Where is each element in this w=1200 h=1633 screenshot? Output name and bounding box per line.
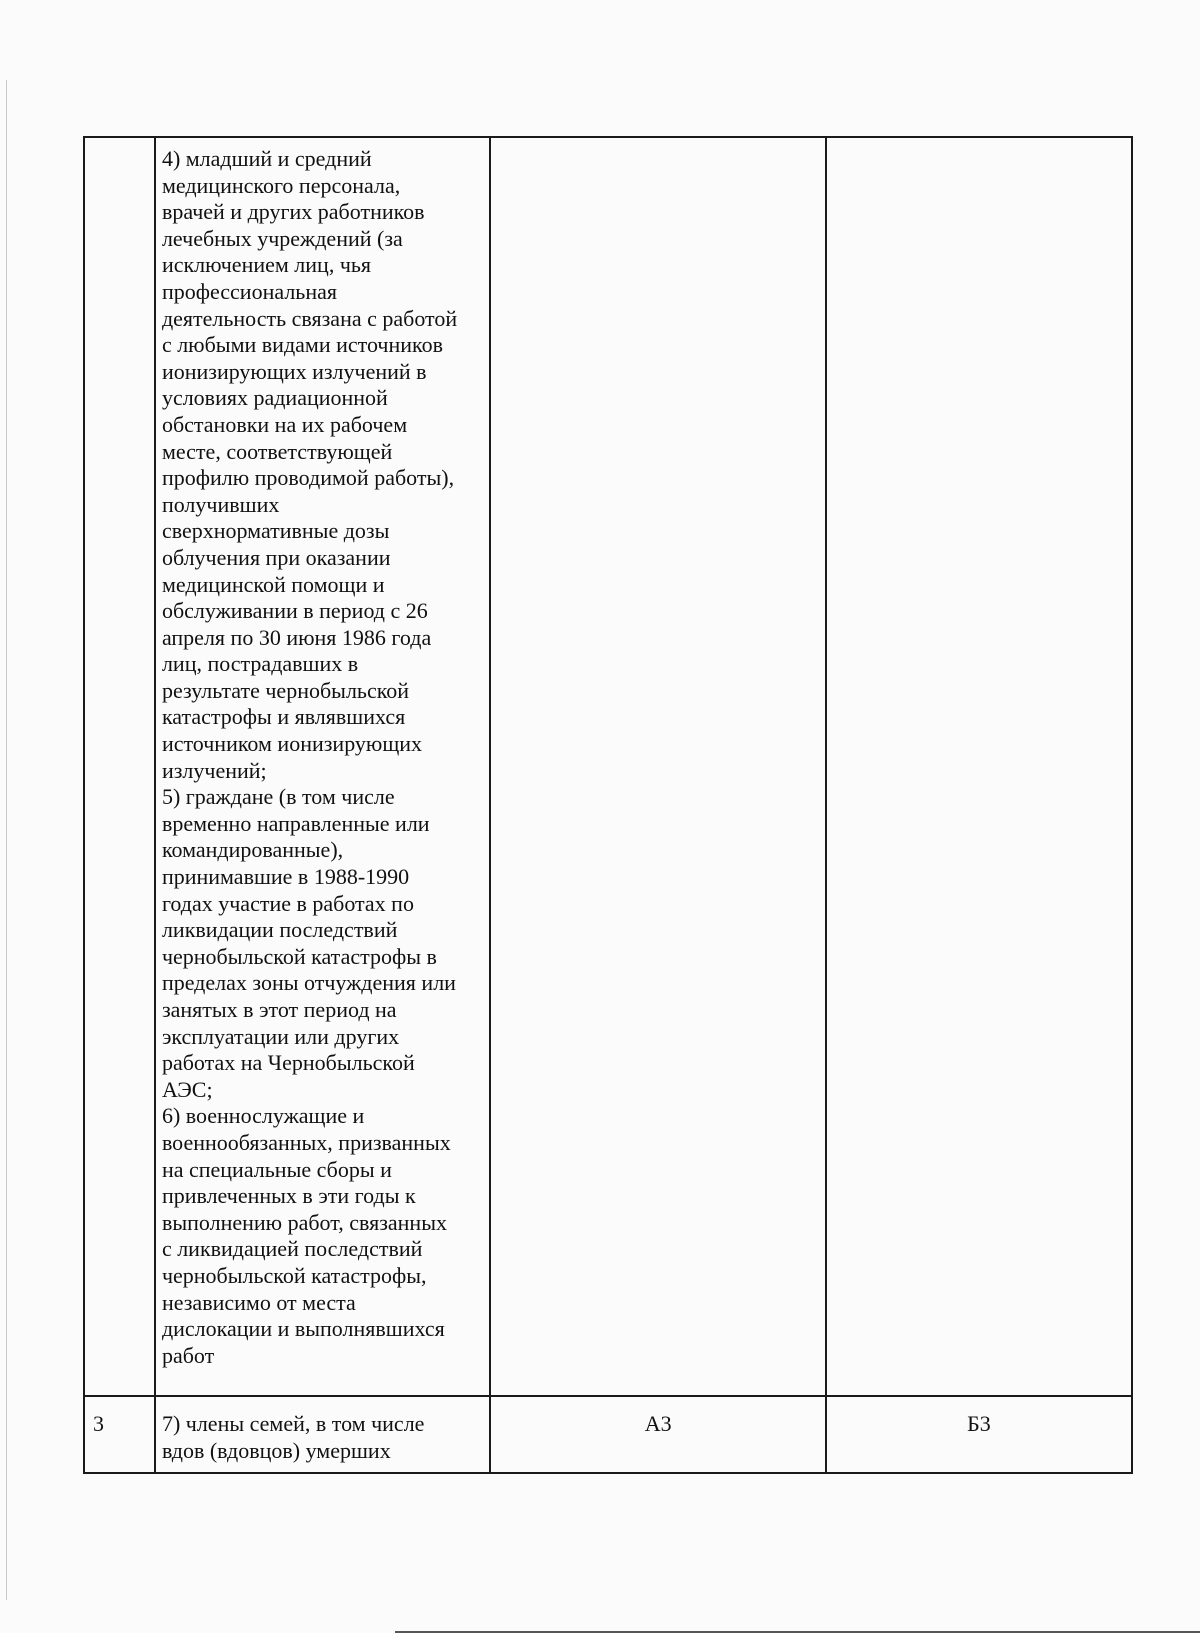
table-row <box>84 1396 1132 1473</box>
row-number-cell: 3 <box>84 1396 155 1473</box>
benefits-table <box>83 136 1133 1474</box>
table-row <box>84 137 1132 1396</box>
code-a-cell: А3 <box>490 1396 825 1473</box>
code-b-cell <box>826 137 1132 1396</box>
row-number-cell <box>84 137 155 1396</box>
category-cell: 7) члены семей, в том числе вдов (вдовцов) умерших <box>155 1396 490 1473</box>
code-b-cell: Б3 <box>826 1396 1132 1473</box>
category-cell: 4) младший и средний медицинского персонала, врачей и других работников лечебных учреждений (за исключением лиц, чья профессиональная деятельность связана с работой с любыми видами источников ионизирующих излучений в условиях радиационной обстановки на их рабочем месте, соответствующей профилю проводимой работы), получивших сверхнормативные дозы облучения при оказании медицинской помощи и обслуживании в период с 26 апреля по 30 июня 1986 года лиц, пострадавших в результате чернобыльской катастрофы и являвшихся источником ионизирующих излучений; 5) граждане (в том числе временно направленные или командированные), принимавшие в 1988-1990 годах участие в работах по ликвидации последствий чернобыльской катастрофы в пределах зоны отчуждения или занятых в этот период на эксплуатации или других работах на Чернобыльской АЭС; 6) военнослужащие и военнообязанных, призванных на специальные сборы и привлеченных в эти годы к выполнению работ, связанных с ликвидацией последствий чернобыльской катастрофы, независимо от места дислокации и выполнявшихся работ <box>155 137 490 1396</box>
scan-left-edge <box>6 80 7 1600</box>
code-a-cell <box>490 137 825 1396</box>
